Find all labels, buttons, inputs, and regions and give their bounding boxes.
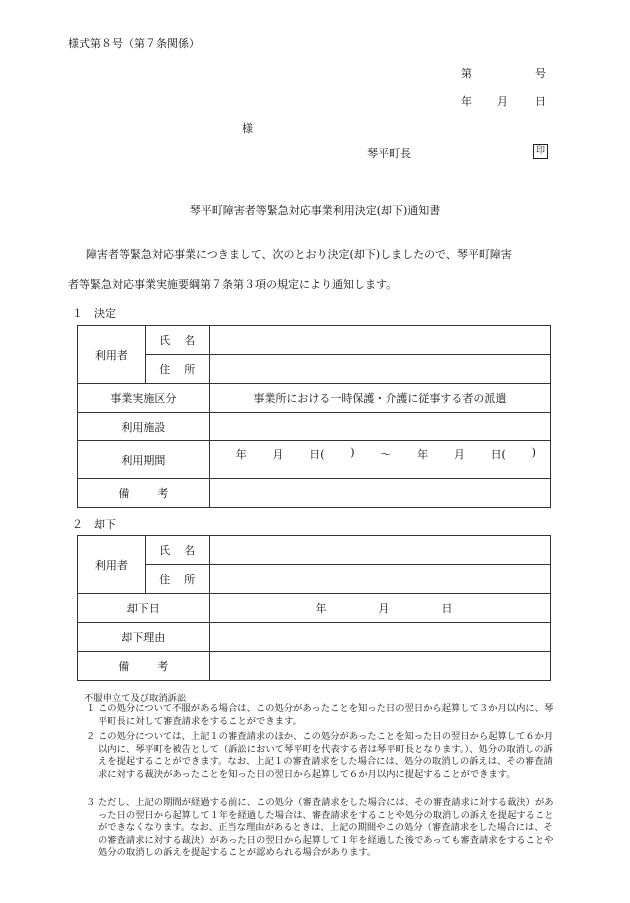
form-label: 様式第８号（第７条関係）	[68, 37, 200, 50]
category-value-cell	[209, 384, 550, 413]
period-end-close: )	[531, 445, 536, 459]
body-text-line-1: 障害者等緊急対応事業につきまして、次のとおり決定(却下)しましたので、琴平町障害	[86, 248, 512, 261]
period-end-month: 月	[453, 447, 465, 461]
name-label-b: 名	[184, 334, 196, 347]
rejection-table	[77, 535, 551, 681]
rej-date-day: 日	[441, 602, 453, 615]
category-label: 事業実施区分	[110, 392, 177, 405]
rej-remarks-value-cell[interactable]	[209, 652, 550, 681]
date-day: 日	[535, 95, 546, 108]
issuer-name: 琴平町長	[367, 147, 411, 160]
date-month: 月	[497, 95, 508, 108]
rej-user-label-cell	[78, 536, 146, 594]
name-value-cell[interactable]	[209, 326, 550, 355]
facility-label-cell	[78, 413, 210, 441]
address-value-cell[interactable]	[209, 355, 550, 384]
rej-date-year: 年	[315, 602, 327, 615]
appeal-item-text: この処分について不服がある場合は、この処分があったことを知った日の翌日から起算して３か月以内に、琴平町長に対して審査請求をすることができます。	[98, 703, 554, 727]
appeal-item-text: この処分については、上記１の審査請求のほか、この処分があったことを知った日の翌日から起算して６か月以内に、琴平町を被告として（訴訟において琴平町を代表する者は琴平町長となります。）、処分の取消しの訴えを提起することができます。なお、上記１の審査請求をした場合には、処分の取消しの訴えは、その審査請求に対する裁決があったことを知った日の翌日から起算して６か月以内に提起することができます。	[98, 731, 554, 780]
rej-remarks-label-b: 考	[157, 660, 169, 673]
rej-reason-label: 却下理由	[121, 631, 166, 644]
doc-number-suffix: 号	[535, 67, 546, 80]
address-label-a: 住	[159, 363, 171, 376]
period-start-day: 日(	[309, 447, 325, 461]
rej-date-value-cell[interactable]	[209, 594, 550, 623]
appeal-item	[80, 731, 560, 781]
rej-name-label-b: 名	[184, 544, 196, 557]
remarks-label-cell	[78, 479, 210, 508]
name-label-cell	[145, 326, 209, 355]
rej-remarks-label-cell	[78, 652, 210, 681]
document-title: 琴平町障害者等緊急対応事業利用決定(却下)通知書	[189, 204, 441, 217]
rej-address-label-b: 所	[184, 573, 196, 586]
rej-name-value-cell[interactable]	[209, 536, 550, 565]
period-tilde: ～	[380, 447, 392, 461]
appeal-item	[80, 703, 560, 728]
remarks-label-b: 考	[157, 487, 169, 500]
address-label-b: 所	[184, 363, 196, 376]
appeal-item-number: ２	[86, 731, 96, 742]
seal-mark: 印	[533, 144, 548, 159]
rej-address-label-a: 住	[159, 573, 171, 586]
facility-value-cell[interactable]	[209, 413, 550, 441]
decision-table	[77, 325, 551, 508]
rej-address-label-cell	[145, 565, 209, 594]
name-label-a: 氏	[159, 334, 171, 347]
period-label: 利用期間	[121, 453, 166, 467]
section-rejection-heading: ２ 却下	[72, 518, 116, 531]
appeal-title: 不服申立て及び取消訴訟	[84, 693, 187, 704]
section-decision-heading: １ 決定	[72, 307, 116, 320]
user-label: 利用者	[94, 348, 128, 362]
user-label-cell	[78, 326, 146, 384]
period-start-year: 年	[235, 447, 247, 461]
category-label-cell	[78, 384, 210, 413]
remarks-label-a: 備	[118, 487, 130, 500]
period-value	[210, 446, 550, 462]
period-start-close: )	[350, 445, 355, 459]
appeal-item-number: ３	[86, 797, 96, 808]
period-start-month: 月	[272, 447, 284, 461]
date-year: 年	[461, 95, 472, 108]
rej-reason-label-cell	[78, 623, 210, 652]
period-end-year: 年	[417, 447, 429, 461]
rej-date-label: 却下日	[126, 602, 160, 615]
rej-user-label: 利用者	[94, 558, 128, 572]
rej-remarks-label-a: 備	[118, 660, 130, 673]
appeal-item	[80, 797, 560, 860]
doc-number-prefix: 第	[461, 67, 472, 80]
rej-name-label-cell	[145, 536, 209, 565]
remarks-value-cell[interactable]	[209, 479, 550, 508]
rej-reason-value-cell[interactable]	[209, 623, 550, 652]
rej-date-value	[210, 600, 550, 616]
rej-date-month: 月	[378, 602, 390, 615]
facility-label: 利用施設	[121, 420, 166, 434]
category-value: 事業所における一時保護・介護に従事する者の派遣	[253, 392, 507, 405]
appeal-item-number: １	[86, 703, 96, 714]
period-end-day: 日(	[490, 447, 506, 461]
rej-date-label-cell	[78, 594, 210, 623]
appeal-item-text: ただし、上記の期間が経過する前に、この処分（審査請求をした場合には、その審査請求に対する裁決）があった日の翌日から起算して１年を経過した場合は、審査請求をすることや処分の取消しの訴えを提起することができなくなります。なお、正当な理由があるときは、上記の期間やこの処分（審査請求をした場合には、その審査請求に対する裁決）があった日の翌日から起算して１年を経過した後であっても審査請求をすることや処分の取消しの訴えを提起することが認められる場合があります。	[98, 797, 554, 858]
rej-address-value-cell[interactable]	[209, 565, 550, 594]
addressee-suffix: 様	[242, 122, 253, 135]
address-label-cell	[145, 355, 209, 384]
period-value-cell[interactable]	[209, 441, 550, 479]
body-text-line-2: 者等緊急対応事業実施要綱第７条第３項の規定により通知します。	[68, 278, 398, 291]
rej-name-label-a: 氏	[159, 544, 171, 557]
period-label-cell	[78, 441, 210, 479]
